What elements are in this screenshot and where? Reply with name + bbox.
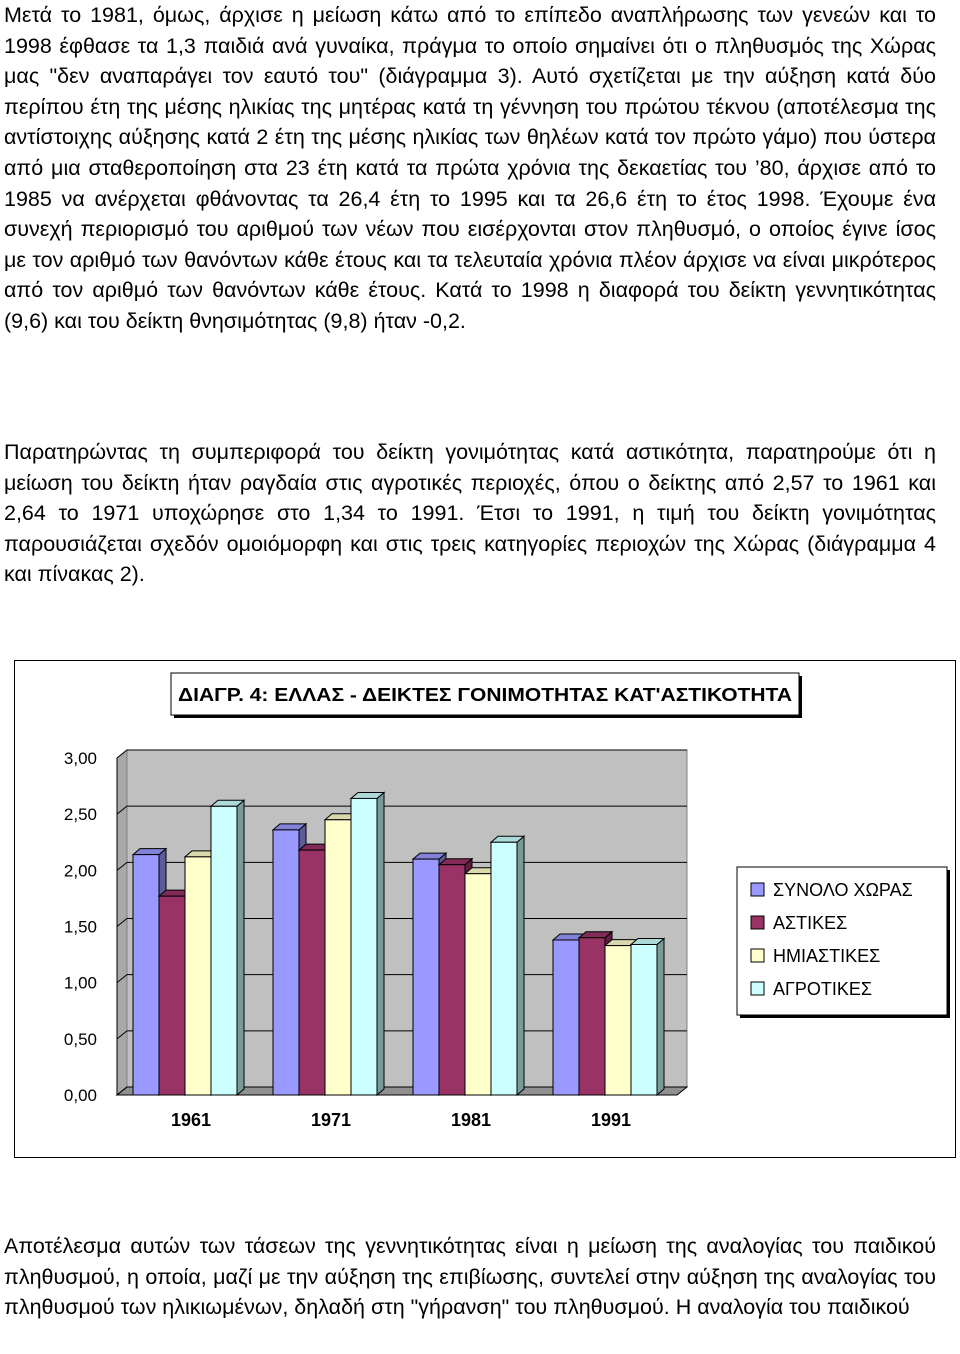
x-tick-label: 1981 (450, 1110, 492, 1130)
y-axis (64, 749, 117, 1105)
bar (159, 896, 185, 1095)
legend-swatch (751, 883, 764, 896)
bar (299, 850, 325, 1095)
legend-swatch (751, 916, 764, 929)
bar (133, 855, 159, 1095)
bar (351, 798, 377, 1095)
y-tick-label: 0,00 (63, 1086, 97, 1105)
x-tick-label: 1991 (590, 1110, 632, 1130)
y-tick-label: 0,50 (63, 1029, 97, 1049)
bar-side (377, 792, 384, 1095)
y-tick-label: 2,00 (63, 861, 97, 881)
x-axis (171, 1110, 631, 1130)
legend-shadow-right (947, 870, 950, 1018)
bar (439, 865, 465, 1095)
paragraph-1: Μετά το 1981, όμως, άρχισε η μείωση κάτω από το επίπεδο αναπλήρωσης των γενεών και το 1998 έφθασε τα 1,3 παιδιά ανά γυναίκα, πράγμα το οποίο σημαίνει ότι ο πληθυσμός της Χώρας μας "δεν αναπαράγει τον εαυτό του" (διάγραμμα 3). Αυτό σχετίζεται με την αύξηση κατά δύο περίπου έτη της μέσης ηλικίας της μητέρας κατά τη γέννηση του πρώτου τέκνου (αποτέλεσμα της αντίστοιχης αύξησης κατά 2 έτη της μέσης ηλικίας των θηλέων κατά τον πρώτο γάμο) που ύστερα από μια σταθεροποίηση στα 23 έτη κατά τα πρώτα χρόνια της δεκαετίας του ’80, άρχισε από το 1985 να ανέρχεται φθάνοντας τα 26,4 έτη το 1995 και τα 26,6 έτη το έτος 1998. Έχουμε ένα συνεχή περιορισμό του αριθμού των νέων που εισέρχονται στον πληθυσμό, ο οποίος έγινε ίσος με τον αριθμό των θανόντων κάθε έτους και τα τελευταία χρόνια πλέον άρχισε να είναι μικρότερος από τον αριθμό των θανόντων κάθε έτους. Κατά το 1998 η διαφορά του δείκτη γεννητικότητας (9,6) και του δείκτη θνησιμότητας (9,8) ήταν -0,2. (4, 3, 936, 333)
chart-title: ΔΙΑΓΡ. 4: ΕΛΛΑΣ - ΔΕΙΚΤΕΣ ΓΟΝΙΜΟΤΗΤΑΣ ΚΑΤ'ΑΣΤΙΚΟΤΗΤΑ (178, 685, 792, 705)
bar (465, 874, 491, 1095)
legend-label: ΑΣΤΙΚΕΣ (773, 913, 848, 933)
chart-legend (737, 867, 950, 1018)
y-tick-label: 2,50 (63, 805, 97, 825)
legend-swatch (751, 949, 764, 962)
legend-shadow-bottom (740, 1015, 950, 1018)
title-shadow-bottom (174, 715, 802, 718)
legend-label: ΑΓΡΟΤΙΚΕΣ (773, 979, 873, 999)
bar (579, 938, 605, 1095)
paragraph-3: Αποτέλεσμα αυτών των τάσεων της γεννητικότητας είναι η μείωση της αναλογίας του παιδικού πληθυσμού, η οποία, μαζί με την αύξηση της επιβίωσης, συντελεί στην αύξηση της αναλογίας του πληθυσμού των ηλικιωμένων, δηλαδή στη "γήρανση" του πληθυσμού. Η αναλογία του παιδικού (4, 1234, 936, 1320)
x-tick-label: 1971 (310, 1110, 352, 1130)
bar (211, 806, 237, 1095)
bar (553, 940, 579, 1095)
paragraph-2: Παρατηρώντας τη συμπεριφορά του δείκτη γονιμότητας κατά αστικότητα, παρατηρούμε ότι η μείωση του δείκτη ήταν ραγδαία στις αγροτικές περιοχές, όπου ο δείκτης από 2,57 το 1961 και 2,64 το 1971 υποχώρησε στο 1,34 το 1991. Έτσι το 1991, η τιμή του δείκτη γονιμότητας παρουσιάζεται σχεδόν ομοιόμορφη και στις τρεις κατηγορίες περιοχών της Χώρας (διάγραμμα 4 και πίνακας 2). (4, 440, 936, 587)
bar (631, 944, 657, 1095)
bar (185, 857, 211, 1095)
legend-label: ΗΜΙΑΣΤΙΚΕΣ (773, 946, 881, 966)
title-shadow-right (799, 676, 802, 718)
legend-label: ΣΥΝΟΛΟ ΧΩΡΑΣ (773, 880, 913, 900)
bar (491, 842, 517, 1095)
y-tick-label: 1,50 (63, 917, 97, 937)
legend-swatch (751, 982, 764, 995)
bar (273, 830, 299, 1095)
bar-side (517, 836, 524, 1095)
y-tick-label: 3,00 (63, 749, 97, 768)
chart-frame (14, 660, 956, 1158)
bar (325, 820, 351, 1095)
bar (605, 946, 631, 1095)
x-tick-label: 1961 (170, 1110, 212, 1130)
bar-side (657, 938, 664, 1095)
fertility-chart (15, 661, 955, 1157)
bar-side (237, 800, 244, 1095)
y-tick-label: 1,00 (63, 973, 97, 993)
bar (413, 859, 439, 1095)
chart-title-box (171, 673, 802, 718)
